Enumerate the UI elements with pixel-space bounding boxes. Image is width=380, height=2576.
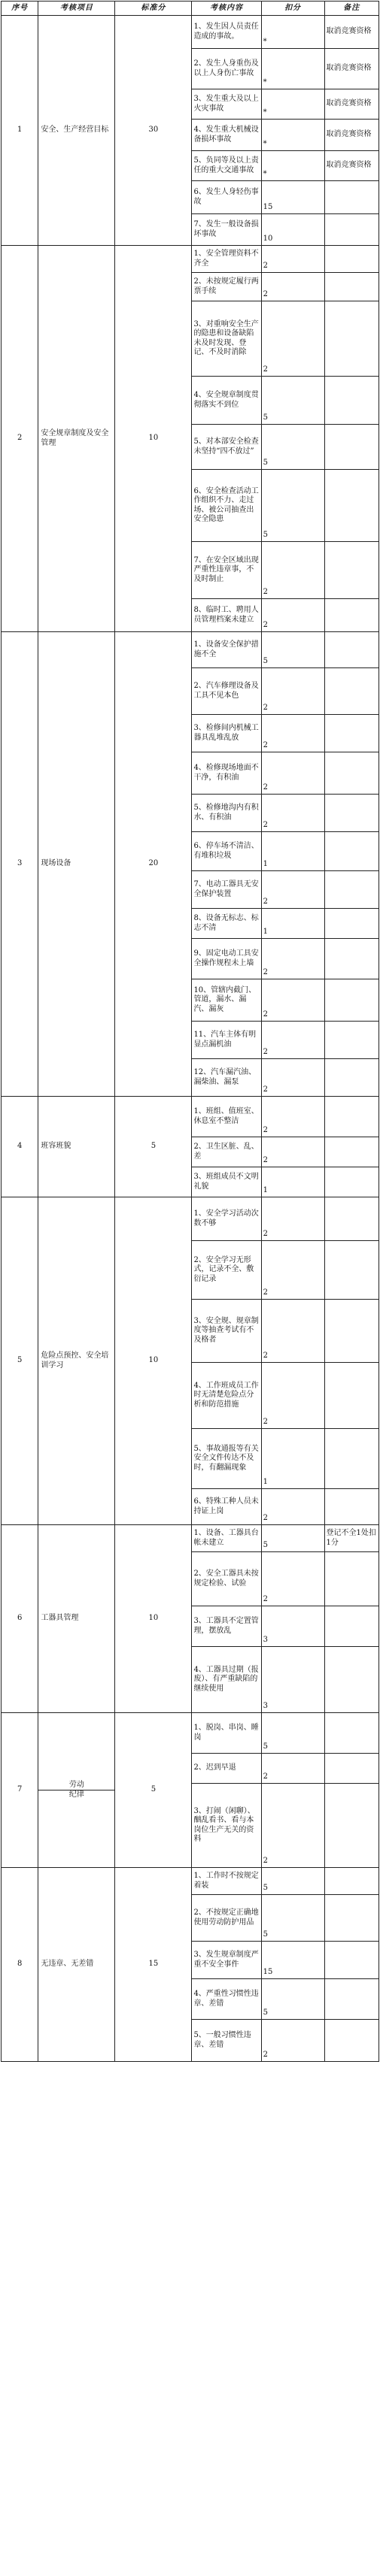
table-row bbox=[2, 1713, 379, 1754]
assessment-content: 2、不按规定正确地使用劳动防护用品 bbox=[192, 1895, 261, 1942]
table-row bbox=[2, 1868, 379, 1895]
deduction-points: 2 bbox=[261, 1241, 324, 1300]
header-note: 备注 bbox=[324, 2, 378, 16]
deduction-points: 2 bbox=[261, 301, 324, 377]
assessment-content: 5、负同等及以上责任的重大交通事故 bbox=[192, 151, 261, 181]
remarks bbox=[324, 1059, 378, 1097]
remarks bbox=[324, 1197, 378, 1241]
section-number: 8 bbox=[2, 1868, 38, 2062]
table-row bbox=[2, 632, 379, 668]
deduction-points: 2 bbox=[261, 1489, 324, 1525]
remarks bbox=[324, 1784, 378, 1868]
remarks bbox=[324, 1868, 378, 1895]
remarks bbox=[324, 301, 378, 377]
assessment-content: 1、安全学习活动次数不够 bbox=[192, 1197, 261, 1241]
deduction-points: 2 bbox=[261, 1022, 324, 1059]
deduction-points: 2 bbox=[261, 246, 324, 273]
assessment-content: 4、严重性习惯性违章、差错 bbox=[192, 1979, 261, 2020]
section-number: 4 bbox=[2, 1097, 38, 1197]
remarks: 取消竞赛资格 bbox=[324, 151, 378, 181]
assessment-table bbox=[1, 1, 379, 2062]
assessment-content: 11、汽车主体有明显点漏机油 bbox=[192, 1022, 261, 1059]
deduction-points: 2 bbox=[261, 1059, 324, 1097]
section-item bbox=[38, 1713, 115, 1868]
remarks bbox=[324, 1097, 378, 1137]
assessment-content: 6、特殊工种人员未持证上岗 bbox=[192, 1489, 261, 1525]
deduction-points: 2 bbox=[261, 1552, 324, 1606]
remarks bbox=[324, 979, 378, 1022]
deduction-points: 2 bbox=[261, 1784, 324, 1868]
remarks bbox=[324, 1647, 378, 1713]
remarks bbox=[324, 795, 378, 832]
remarks: 取消竞赛资格 bbox=[324, 89, 378, 120]
deduction-points: * bbox=[261, 151, 324, 181]
table-row bbox=[2, 16, 379, 49]
assessment-content: 6、发生人身轻伤事故 bbox=[192, 181, 261, 214]
deduction-points: 2 bbox=[261, 979, 324, 1022]
header-no: 序号 bbox=[2, 2, 38, 16]
remarks bbox=[324, 377, 378, 425]
assessment-content: 2、迟到早退 bbox=[192, 1754, 261, 1784]
deduction-points: 10 bbox=[261, 214, 324, 246]
section-standard-score: 10 bbox=[115, 1197, 192, 1525]
remarks bbox=[324, 2020, 378, 2062]
deduction-points: 2 bbox=[261, 599, 324, 632]
remarks bbox=[324, 1137, 378, 1167]
section-standard-score: 20 bbox=[115, 632, 192, 1097]
assessment-content: 3、安全规、规章制度等抽查考试有不及格者 bbox=[192, 1300, 261, 1363]
deduction-points: 5 bbox=[261, 1713, 324, 1754]
remarks bbox=[324, 599, 378, 632]
assessment-content: 1、安全管理资料不齐全 bbox=[192, 246, 261, 273]
table-row bbox=[2, 1097, 379, 1137]
deduction-points: 2 bbox=[261, 273, 324, 301]
assessment-content: 1、脱岗、串岗、睡岗 bbox=[192, 1713, 261, 1754]
deduction-points: 3 bbox=[261, 1606, 324, 1647]
assessment-content: 8、设备无标志、标志不清 bbox=[192, 909, 261, 939]
assessment-content: 1、设备安全保护措施不全 bbox=[192, 632, 261, 668]
section-item: 无违章、无差错 bbox=[38, 1868, 115, 2062]
deduction-points: 2 bbox=[261, 1363, 324, 1429]
remarks: 登记不全1处扣1分 bbox=[324, 1525, 378, 1552]
remarks bbox=[324, 1979, 378, 2020]
assessment-content: 2、未按规定履行两票手续 bbox=[192, 273, 261, 301]
section-number: 2 bbox=[2, 246, 38, 632]
remarks bbox=[324, 1489, 378, 1525]
assessment-content: 3、打闹（闲聊）、酗乱看书、看与本岗位生产无关的资料 bbox=[192, 1784, 261, 1868]
deduction-points: 15 bbox=[261, 181, 324, 214]
assessment-content: 10、管辖内截门、管道，漏水、漏汽、漏灰 bbox=[192, 979, 261, 1022]
remarks bbox=[324, 1241, 378, 1300]
deduction-points: * bbox=[261, 16, 324, 49]
table-row bbox=[2, 1197, 379, 1241]
assessment-content: 1、班组、值班室、休息室不整洁 bbox=[192, 1097, 261, 1137]
deduction-points: * bbox=[261, 49, 324, 89]
deduction-points: 5 bbox=[261, 470, 324, 542]
assessment-content: 1、工作时不按规定着装 bbox=[192, 1868, 261, 1895]
remarks bbox=[324, 632, 378, 668]
assessment-content: 5、检修地沟内有积水、有积油 bbox=[192, 795, 261, 832]
deduction-points: 2 bbox=[261, 795, 324, 832]
deduction-points: 2 bbox=[261, 1754, 324, 1784]
deduction-points: 2 bbox=[261, 871, 324, 909]
assessment-content: 4、工作班成员工作时无清楚危险点分析和防范措施 bbox=[192, 1363, 261, 1429]
remarks bbox=[324, 214, 378, 246]
assessment-content: 7、电动工器具无安全保护装置 bbox=[192, 871, 261, 909]
deduction-points: 5 bbox=[261, 1868, 324, 1895]
section-item: 现场设备 bbox=[38, 632, 115, 1097]
deduction-points: 5 bbox=[261, 377, 324, 425]
assessment-content: 5、对本部安全检查未坚持“四不放过” bbox=[192, 425, 261, 470]
assessment-content: 3、发生重大及以上火灾事故 bbox=[192, 89, 261, 120]
remarks bbox=[324, 939, 378, 979]
remarks bbox=[324, 542, 378, 599]
section-item: 班容班貌 bbox=[38, 1097, 115, 1197]
assessment-content: 7、发生一般设备损坏事故 bbox=[192, 214, 261, 246]
section-number: 3 bbox=[2, 632, 38, 1097]
remarks bbox=[324, 181, 378, 214]
remarks bbox=[324, 246, 378, 273]
remarks bbox=[324, 1606, 378, 1647]
assessment-content: 3、发生规章制度严重不安全事件 bbox=[192, 1942, 261, 1979]
assessment-content: 3、检修间内机械工器具乱堆乱放 bbox=[192, 715, 261, 752]
remarks bbox=[324, 871, 378, 909]
assessment-content: 6、安全检查活动工作组织不力、走过场、被公司抽查出安全隐患 bbox=[192, 470, 261, 542]
deduction-points: * bbox=[261, 89, 324, 120]
section-number: 1 bbox=[2, 16, 38, 246]
remarks: 取消竞赛资格 bbox=[324, 120, 378, 151]
deduction-points: 2 bbox=[261, 715, 324, 752]
assessment-content: 5、一般习惯性违章、差错 bbox=[192, 2020, 261, 2062]
deduction-points: 1 bbox=[261, 1167, 324, 1197]
assessment-content: 3、班组成员不文明礼貌 bbox=[192, 1167, 261, 1197]
assessment-content: 7、在安全区域出现严重性违章事，不及时制止 bbox=[192, 542, 261, 599]
assessment-content: 12、汽车漏汽油、漏柴油、漏泵 bbox=[192, 1059, 261, 1097]
section-item-top: 劳动 bbox=[38, 1781, 114, 1790]
remarks bbox=[324, 1754, 378, 1784]
section-item: 工器具管理 bbox=[38, 1525, 115, 1713]
remarks: 取消竞赛资格 bbox=[324, 16, 378, 49]
remarks: 取消竞赛资格 bbox=[324, 49, 378, 89]
remarks bbox=[324, 425, 378, 470]
section-standard-score: 10 bbox=[115, 1525, 192, 1713]
section-number: 7 bbox=[2, 1713, 38, 1868]
header-content: 考核内容 bbox=[192, 2, 261, 16]
section-number: 5 bbox=[2, 1197, 38, 1525]
header-row bbox=[2, 2, 379, 16]
section-standard-score: 10 bbox=[115, 246, 192, 632]
assessment-content: 4、安全规章制度贯彻落实不到位 bbox=[192, 377, 261, 425]
remarks bbox=[324, 909, 378, 939]
assessment-content: 2、卫生区脏、乱、差 bbox=[192, 1137, 261, 1167]
table-row bbox=[2, 1525, 379, 1552]
header-item: 考核项目 bbox=[38, 2, 115, 16]
deduction-points: 2 bbox=[261, 1097, 324, 1137]
deduction-points: 1 bbox=[261, 832, 324, 871]
deduction-points: 2 bbox=[261, 668, 324, 715]
section-item-bottom: 纪律 bbox=[68, 1790, 84, 1799]
section-item: 安全规章制度及安全管理 bbox=[38, 246, 115, 632]
assessment-content: 1、发生因人员责任造成的事故。 bbox=[192, 16, 261, 49]
table-body bbox=[2, 16, 379, 2062]
remarks bbox=[324, 668, 378, 715]
deduction-points: * bbox=[261, 120, 324, 151]
section-item: 安全、生产经营目标 bbox=[38, 16, 115, 246]
remarks bbox=[324, 1713, 378, 1754]
remarks bbox=[324, 1942, 378, 1979]
deduction-points: 5 bbox=[261, 632, 324, 668]
section-standard-score: 30 bbox=[115, 16, 192, 246]
remarks bbox=[324, 1895, 378, 1942]
remarks bbox=[324, 1552, 378, 1606]
table-row bbox=[2, 246, 379, 273]
assessment-content: 9、固定电动工具安全操作规程未上墙 bbox=[192, 939, 261, 979]
deduction-points: 2 bbox=[261, 1300, 324, 1363]
assessment-content: 1、设备、工器具台帐未建立 bbox=[192, 1525, 261, 1552]
deduction-points: 2 bbox=[261, 939, 324, 979]
assessment-content: 3、工器具不定置管理，摆放乱 bbox=[192, 1606, 261, 1647]
assessment-content: 4、发生重大机械设备损坏事故 bbox=[192, 120, 261, 151]
deduction-points: 5 bbox=[261, 1525, 324, 1552]
deduction-points: 1 bbox=[261, 1429, 324, 1489]
remarks bbox=[324, 1363, 378, 1429]
remarks bbox=[324, 1022, 378, 1059]
assessment-content: 8、临时工、聘用人员管理档案未建立 bbox=[192, 599, 261, 632]
assessment-content: 5、事故通报等有关安全文件传达不及时，有翻漏现象 bbox=[192, 1429, 261, 1489]
deduction-points: 2 bbox=[261, 1197, 324, 1241]
assessment-content: 2、安全学习无形式，记录不全、敷衍记录 bbox=[192, 1241, 261, 1300]
assessment-content: 6、停车场不清洁、有堆积垃圾 bbox=[192, 832, 261, 871]
deduction-points: 1 bbox=[261, 909, 324, 939]
deduction-points: 5 bbox=[261, 1895, 324, 1942]
remarks bbox=[324, 752, 378, 795]
assessment-content: 2、汽车修理设备及工具不见本色 bbox=[192, 668, 261, 715]
section-item: 危险点预控、安全培训学习 bbox=[38, 1197, 115, 1525]
header-score: 标准分 bbox=[115, 2, 192, 16]
remarks bbox=[324, 470, 378, 542]
deduction-points: 3 bbox=[261, 1647, 324, 1713]
header-deduct: 扣分 bbox=[261, 2, 324, 16]
remarks bbox=[324, 715, 378, 752]
remarks bbox=[324, 1167, 378, 1197]
deduction-points: 5 bbox=[261, 1979, 324, 2020]
remarks bbox=[324, 832, 378, 871]
deduction-points: 2 bbox=[261, 2020, 324, 2062]
deduction-points: 2 bbox=[261, 542, 324, 599]
remarks bbox=[324, 1429, 378, 1489]
assessment-content: 3、对重响安全生产的隐患和设备缺陷未及时发现、登记、不及时消除 bbox=[192, 301, 261, 377]
deduction-points: 5 bbox=[261, 425, 324, 470]
remarks bbox=[324, 1300, 378, 1363]
assessment-content: 4、工器具过期（报废）、有严重缺陷的继续使用 bbox=[192, 1647, 261, 1713]
section-standard-score: 5 bbox=[115, 1713, 192, 1868]
deduction-points: 2 bbox=[261, 1137, 324, 1167]
remarks bbox=[324, 273, 378, 301]
section-number: 6 bbox=[2, 1525, 38, 1713]
assessment-content: 4、检修现场地面不干净，有积油 bbox=[192, 752, 261, 795]
deduction-points: 2 bbox=[261, 752, 324, 795]
deduction-points: 15 bbox=[261, 1942, 324, 1979]
assessment-content: 2、发生人身重伤及以上人身伤亡事故 bbox=[192, 49, 261, 89]
assessment-content: 2、安全工器具未按规定检验、试验 bbox=[192, 1552, 261, 1606]
section-standard-score: 5 bbox=[115, 1097, 192, 1197]
section-standard-score: 15 bbox=[115, 1868, 192, 2062]
